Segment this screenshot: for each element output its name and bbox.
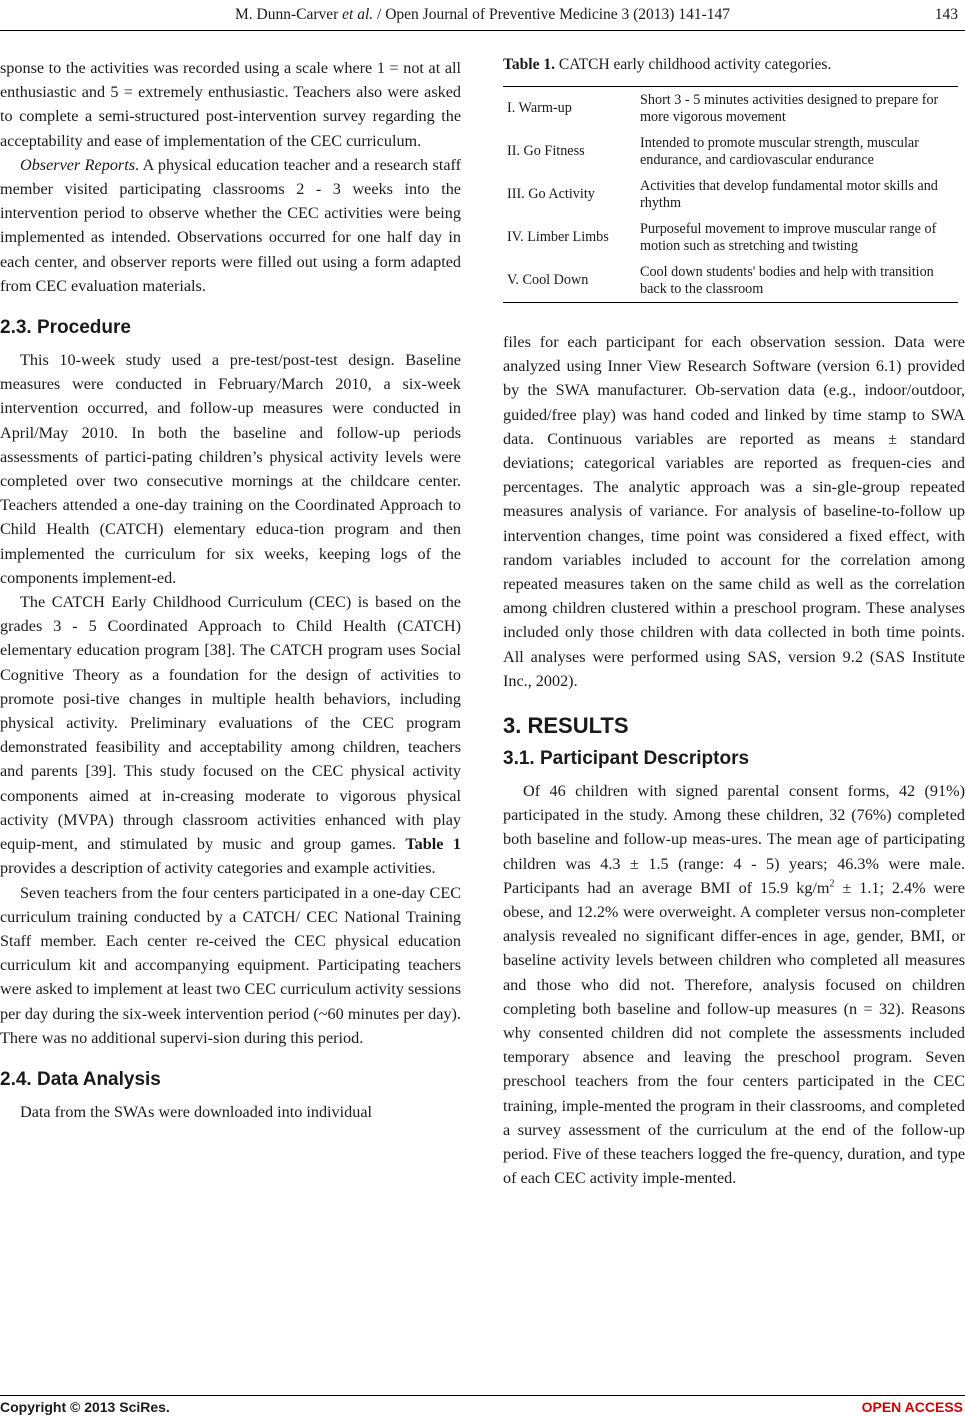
activity-categories-table (503, 86, 958, 303)
table-cell-category: V. Cool Down (503, 259, 640, 303)
table-1 (503, 56, 965, 303)
running-title: M. Dunn-Carver et al. / Open Journal of Preventive Medicine 3 (2013) 141-147 (234, 6, 731, 23)
paragraph-participant-descriptors: Of 46 children with signed parental consent forms, 42 (91%) participated in the study. Among these children, 32 (76%) completed both baseline and follow-up meas-ures. The mean age of participating children was 4.3 ± 1.5 (range: 4 - 5) years; 46.3% were male. Participants had an average BMI of 15.9 $kg/m^2 \pm 1.1$; 2.4% were obese, and 12.2% were overweight. A completer versus non-completer analysis revealed no significant differ-ences in age, gender, BMI, or baseline activity levels between children who completed all measures and those who did not. Therefore, analysis focused on children completing both baseline and follow-up measures (n = 32). Reasons why consented children did not complete the assessments included temporary absence and leaving the preschool program. Seven preschool teachers from the four centers participated in the CEC training, imple-mented the program in their classrooms, and completed a survey assessment of the curriculum at the end of the follow-up period. Five of these teachers logged the fre-quency, duration, and type of each CEC activity imple-mented. (503, 782, 965, 1188)
running-header (0, 6, 965, 28)
table-cell-description: Short 3 - 5 minutes activities designed to prepare for more vigorous movement (640, 87, 958, 131)
open-access-label: OPEN ACCESS (861, 1399, 963, 1415)
page-number: 143 (934, 6, 958, 23)
section-heading-data-analysis: 2.4. Data Analysis (0, 1068, 161, 1090)
page-footer (0, 1399, 965, 1417)
section-heading-procedure: 2.3. Procedure (0, 317, 131, 339)
footer-divider (0, 1395, 965, 1396)
superscript: 2 (829, 878, 835, 890)
table-cell-description: Intended to promote muscular strength, muscular endurance, and cardiovascular endurance (640, 135, 919, 168)
table-cell-description: Cool down students' bodies and help with transition back to the classroom (640, 259, 958, 303)
table-cell-category: II. Go Fitness (507, 143, 585, 160)
table-reference: Table 1 (405, 835, 461, 854)
section-heading-results: 3. RESULTS (503, 713, 629, 739)
table-row (503, 130, 958, 173)
table-cell-category: IV. Limber Limbs (507, 229, 609, 246)
paragraph-observer-reports: Observer Reports. A physical education teacher and a research staff member visited participating classrooms 2 - 3 weeks into the intervention period to observe whether the CEC activities were being implemented as intended. Observations occurred for one half day in each center, and observer reports were filled out using a form adapted from CEC evaluation materials. (0, 155, 461, 295)
left-column (0, 56, 461, 1124)
table-cell-category: III. Go Activity (507, 186, 595, 203)
table-row (503, 173, 958, 216)
paragraph-catch-curriculum: The CATCH Early Childhood Curriculum (CEC) is based on the grades 3 - 5 Coordinated Approach to Child Health (CATCH) elementary education program [38]. The CATCH program uses Social Cognitive Theory as a foundation for the design of activities to promote posi-tive changes in multiple health behaviors, including physical activity. Preliminary evaluations of the CEC program demonstrated feasibility and acceptability among children, teachers and parents [39]. This study focused on the CEC physical activity components aimed at in-creasing moderate to vigorous physical activity (MVPA) through classroom activities enhanced with play equip-ment, and stimulated by music and group games. Table 1 provides a description of activity categories and example activities. (0, 593, 461, 878)
paragraph: sponse to the activities was recorded using a scale where 1 = not at all enthusiastic and 5 = extremely enthusiastic. Teachers also were asked to complete a semi-structured post-intervention survey regarding the acceptability and ease of implementation of the CEC curriculum. (0, 59, 461, 150)
table-cell-category: I. Warm-up (503, 87, 640, 131)
table-cell-description: Activities that develop fundamental motor skills and rhythm (640, 178, 938, 211)
section-heading-participant-descriptors: 3.1. Participant Descriptors (503, 748, 750, 770)
paragraph-lead: Observer Reports (20, 155, 136, 174)
paragraph: files for each participant for each observation session. Data were analyzed using Inner View Research Software (version 6.1) provided by the SWA manufacturer. Ob-servation data (e.g., indoor/outdoor, guided/free play) was hand coded and linked by time stamp to SWA data. Continuous variables are reported as means ± standard deviations; categorical variables are reported as frequen-cies and percentages. The analytic approach was a sin-gle-group repeated measures analysis of variance. For analysis of baseline-to-follow up intervention changes, time point was considered a fixed effect, with random variables included to account for the correlation among repeated measures taken on the same child as well as the correlation among children clustered within a preschool program. These analyses included only those children with data collected in both time points. All analyses were performed using SAS, version 9.2 (SAS Institute Inc., 2002). (503, 333, 965, 690)
right-column (503, 330, 965, 1191)
table-row (503, 216, 958, 259)
table-row (503, 259, 958, 303)
paragraph: This 10-week study used a pre-test/post-test design. Baseline measures were conducted in February/March 2010, a six-week intervention occurred, and follow-up measures were conducted in April/May 2010. In both the baseline and follow-up periods assessments of partici-pating children’s physical activity levels were completed over two consecutive mornings at the childcare center. Teachers attended a one-day training on the Coordinated Approach to Child Health (CATCH) elementary educa-tion program and then implemented the curriculum for six weeks, keeping logs of the components implement-ed. (0, 351, 461, 587)
table-cell-description: Purposeful movement to improve muscular range of motion such as stretching and twisting (640, 221, 937, 254)
running-title-etal: et al. (342, 6, 374, 23)
paragraph: Data from the SWAs were downloaded into individual (20, 1102, 372, 1121)
copyright-notice: Copyright © 2013 SciRes. (0, 1399, 170, 1415)
table-row (503, 87, 958, 131)
header-divider (0, 30, 965, 31)
table-caption: Table 1. CATCH early childhood activity categories. (503, 56, 832, 73)
paragraph: Seven teachers from the four centers participated in a one-day CEC curriculum training conducted by a CATCH/ CEC National Training Staff member. Each center re-ceived the CEC physical education curriculum kit and accompanying equipment. Participating teachers were asked to implement at least two CEC curriculum activity sessions per day during the six-week intervention period (~60 minutes per day). There was no additional supervi-sion during this period. (0, 883, 461, 1047)
